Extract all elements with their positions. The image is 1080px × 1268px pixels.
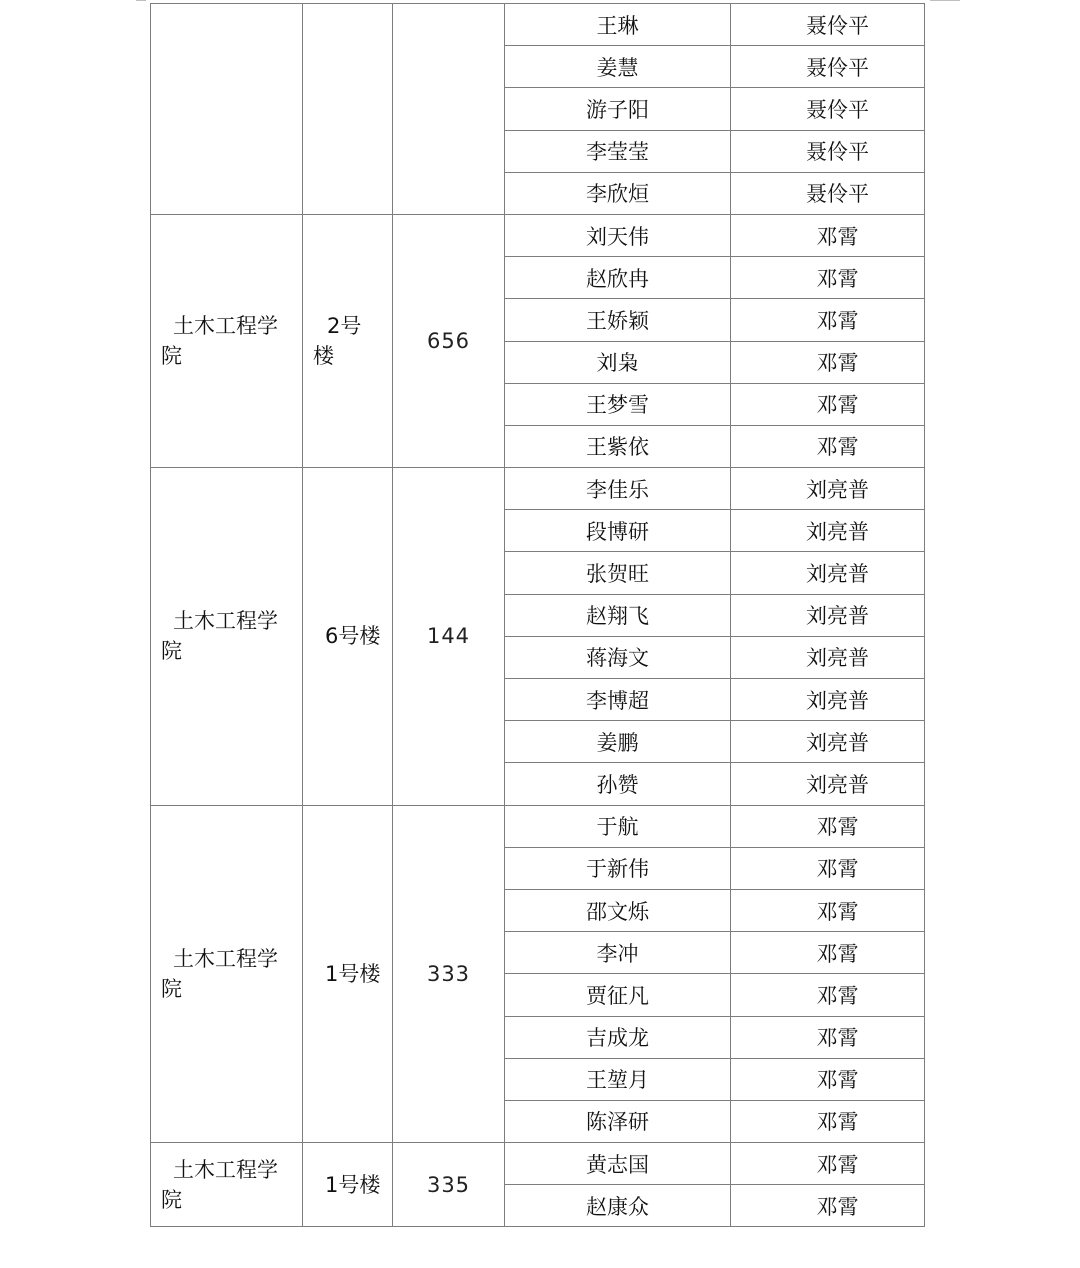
student-name-cell: 张贺旺	[505, 552, 731, 594]
mentor-name-cell: 邓霄	[731, 1143, 925, 1185]
page-edge-right	[930, 0, 960, 5]
dormitory-roster-table	[150, 3, 925, 1227]
college-cell: 土木工程学 院	[151, 805, 303, 1143]
mentor-name-cell: 邓霄	[731, 1058, 925, 1100]
page-edge-left	[136, 0, 146, 5]
student-name-cell: 赵康众	[505, 1185, 731, 1227]
student-name-cell: 刘天伟	[505, 214, 731, 256]
student-name-cell: 赵欣冉	[505, 257, 731, 299]
table-row	[151, 4, 925, 46]
mentor-name-cell: 邓霄	[731, 932, 925, 974]
building-cell: 1号楼	[303, 805, 393, 1143]
student-name-cell: 王琳	[505, 4, 731, 46]
room-number-cell: 333	[393, 805, 505, 1143]
mentor-name-cell: 刘亮普	[731, 763, 925, 805]
mentor-name-cell: 邓霄	[731, 889, 925, 931]
mentor-name-cell: 邓霄	[731, 1016, 925, 1058]
mentor-name-cell: 聂伶平	[731, 130, 925, 172]
building-cell	[303, 4, 393, 215]
student-name-cell: 于新伟	[505, 847, 731, 889]
student-name-cell: 吉成龙	[505, 1016, 731, 1058]
student-name-cell: 贾征凡	[505, 974, 731, 1016]
mentor-name-cell: 邓霄	[731, 299, 925, 341]
mentor-name-cell: 聂伶平	[731, 88, 925, 130]
mentor-name-cell: 刘亮普	[731, 468, 925, 510]
table-row	[151, 214, 925, 256]
room-number-cell	[393, 4, 505, 215]
room-number-cell: 335	[393, 1143, 505, 1227]
college-cell: 土木工程学 院	[151, 214, 303, 467]
student-name-cell: 邵文烁	[505, 889, 731, 931]
mentor-name-cell: 邓霄	[731, 805, 925, 847]
mentor-name-cell: 刘亮普	[731, 552, 925, 594]
mentor-name-cell: 邓霄	[731, 1185, 925, 1227]
mentor-name-cell: 聂伶平	[731, 4, 925, 46]
student-name-cell: 姜慧	[505, 46, 731, 88]
student-name-cell: 段博研	[505, 510, 731, 552]
student-name-cell: 姜鹏	[505, 721, 731, 763]
student-name-cell: 赵翔飞	[505, 594, 731, 636]
student-name-cell: 李冲	[505, 932, 731, 974]
mentor-name-cell: 邓霄	[731, 425, 925, 467]
building-cell: 6号楼	[303, 468, 393, 806]
student-name-cell: 孙赞	[505, 763, 731, 805]
table-row	[151, 1143, 925, 1185]
college-cell: 土木工程学 院	[151, 1143, 303, 1227]
mentor-name-cell: 邓霄	[731, 1100, 925, 1142]
roster-body	[151, 4, 925, 1227]
building-cell: 2号 楼	[303, 214, 393, 467]
building-cell: 1号楼	[303, 1143, 393, 1227]
student-name-cell: 李佳乐	[505, 468, 731, 510]
mentor-name-cell: 邓霄	[731, 974, 925, 1016]
room-number-cell: 144	[393, 468, 505, 806]
student-name-cell: 游子阳	[505, 88, 731, 130]
table-row	[151, 468, 925, 510]
mentor-name-cell: 刘亮普	[731, 636, 925, 678]
student-name-cell: 刘枭	[505, 341, 731, 383]
student-name-cell: 李莹莹	[505, 130, 731, 172]
college-cell: 土木工程学 院	[151, 468, 303, 806]
mentor-name-cell: 刘亮普	[731, 721, 925, 763]
mentor-name-cell: 邓霄	[731, 847, 925, 889]
student-name-cell: 王堃月	[505, 1058, 731, 1100]
mentor-name-cell: 聂伶平	[731, 172, 925, 214]
student-name-cell: 王娇颖	[505, 299, 731, 341]
student-name-cell: 蒋海文	[505, 636, 731, 678]
room-number-cell: 656	[393, 214, 505, 467]
mentor-name-cell: 刘亮普	[731, 679, 925, 721]
mentor-name-cell: 聂伶平	[731, 46, 925, 88]
student-name-cell: 王紫依	[505, 425, 731, 467]
mentor-name-cell: 邓霄	[731, 257, 925, 299]
student-name-cell: 李欣烜	[505, 172, 731, 214]
student-name-cell: 陈泽研	[505, 1100, 731, 1142]
mentor-name-cell: 邓霄	[731, 341, 925, 383]
mentor-name-cell: 邓霄	[731, 214, 925, 256]
mentor-name-cell: 邓霄	[731, 383, 925, 425]
mentor-name-cell: 刘亮普	[731, 594, 925, 636]
student-name-cell: 王梦雪	[505, 383, 731, 425]
student-name-cell: 于航	[505, 805, 731, 847]
student-name-cell: 黄志国	[505, 1143, 731, 1185]
table-row	[151, 805, 925, 847]
student-name-cell: 李博超	[505, 679, 731, 721]
mentor-name-cell: 刘亮普	[731, 510, 925, 552]
college-cell	[151, 4, 303, 215]
